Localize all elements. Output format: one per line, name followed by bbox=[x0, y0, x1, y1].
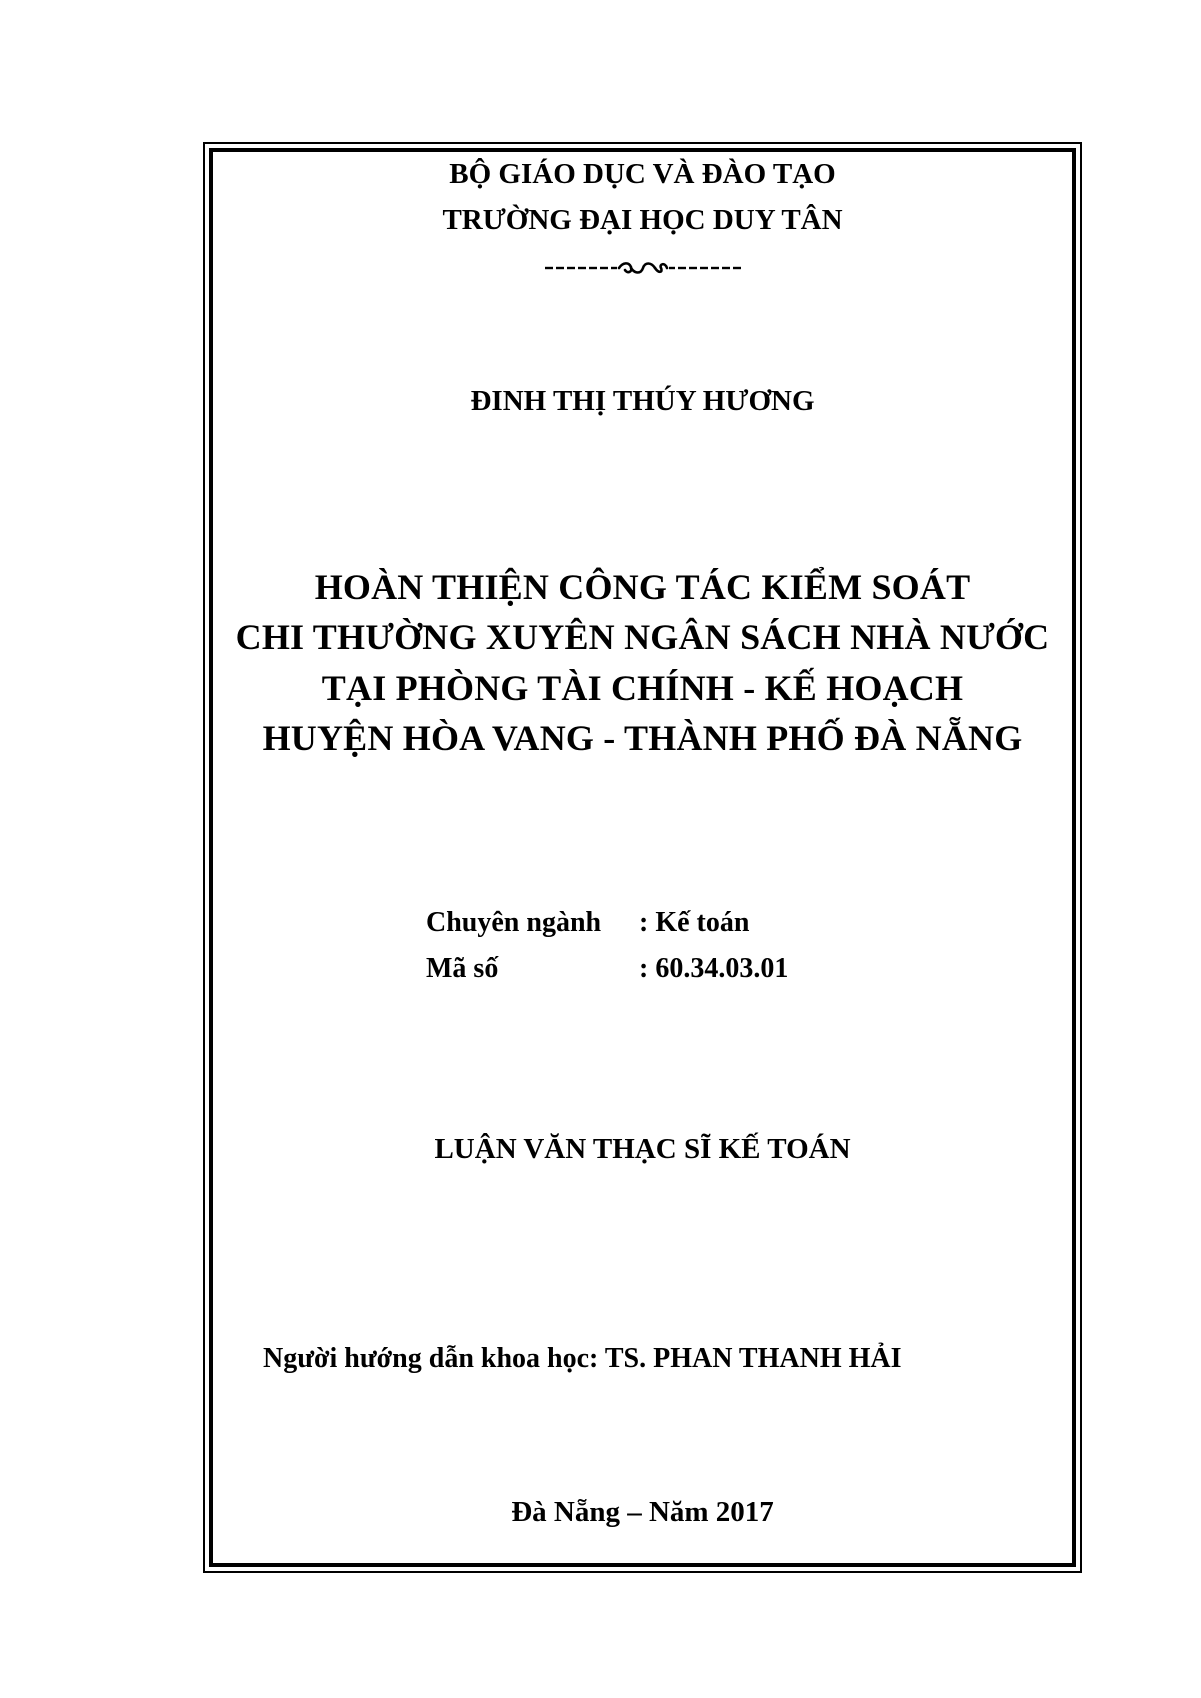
major-value: : Kế toán bbox=[639, 907, 750, 938]
code-row bbox=[426, 953, 788, 985]
major-label: Chuyên ngành bbox=[426, 907, 602, 938]
scroll-ornament-icon bbox=[209, 254, 1076, 282]
university-name: TRƯỜNG ĐẠI HỌC DUY TÂN bbox=[442, 204, 843, 236]
ministry-name: BỘ GIÁO DỤC VÀ ĐÀO TẠO bbox=[449, 158, 836, 190]
code-value: : 60.34.03.01 bbox=[639, 953, 789, 984]
degree-title: LUẬN VĂN THẠC SĨ KẾ TOÁN bbox=[434, 1133, 851, 1165]
code-label: Mã số bbox=[426, 953, 499, 984]
place-year: Đà Nẵng – Năm 2017 bbox=[511, 1496, 774, 1528]
major-row bbox=[426, 907, 749, 939]
thesis-title-line-3: TẠI PHÒNG TÀI CHÍNH - KẾ HOẠCH bbox=[321, 668, 964, 708]
thesis-title-line-2: CHI THƯỜNG XUYÊN NGÂN SÁCH NHÀ NƯỚC bbox=[235, 617, 1050, 657]
author-name: ĐINH THỊ THÚY HƯƠNG bbox=[470, 385, 815, 417]
thesis-title-line-4: HUYỆN HÒA VANG - THÀNH PHỐ ĐÀ NẴNG bbox=[262, 718, 1023, 758]
thesis-title-line-1: HOÀN THIỆN CÔNG TÁC KIỂM SOÁT bbox=[314, 567, 971, 607]
advisor-line: Người hướng dẫn khoa học: TS. PHAN THANH HẢI bbox=[263, 1343, 902, 1374]
